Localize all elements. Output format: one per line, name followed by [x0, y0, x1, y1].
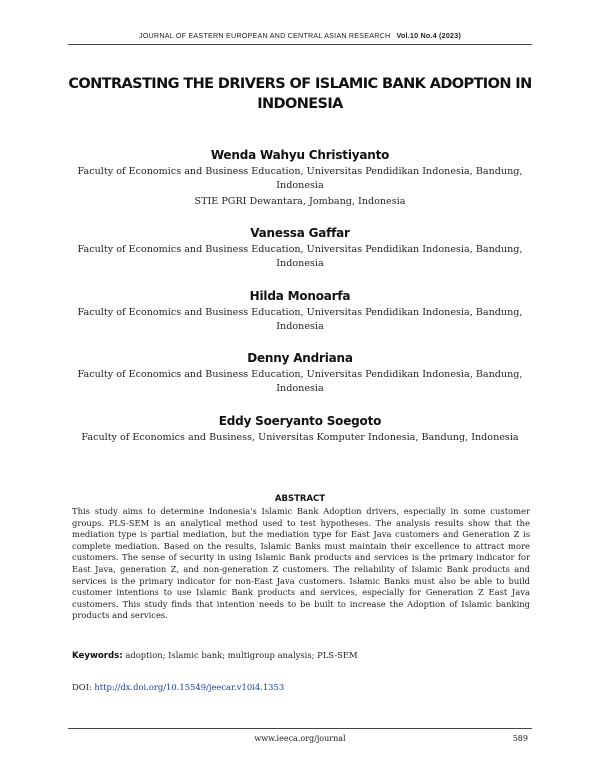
- author-block-4: [60, 351, 540, 395]
- running-header: [0, 31, 600, 40]
- page-number: 589: [512, 734, 528, 743]
- author-affiliation: Faculty of Economics and Business Education, Universitas Pendidikan Indonesia, Bandung, Indonesia: [77, 244, 523, 269]
- author-block-1: [60, 148, 540, 209]
- doi-line: [72, 682, 284, 692]
- author-name: Wenda Wahyu Christiyanto: [210, 148, 390, 162]
- author-affiliation: Faculty of Economics and Business, Universitas Komputer Indonesia, Bandung, Indonesia: [81, 432, 519, 443]
- author-affiliation: Faculty of Economics and Business Education, Universitas Pendidikan Indonesia, Bandung, Indonesia: [77, 166, 523, 191]
- author-block-3: [60, 289, 540, 333]
- keywords-text: adoption; Islamic bank; multigroup analysis; PLS-SEM: [125, 650, 358, 660]
- author-name: Hilda Monoarfa: [249, 289, 351, 303]
- journal-name: JOURNAL OF EASTERN EUROPEAN AND CENTRAL ASIAN RESEARCH: [138, 31, 391, 40]
- author-affiliation-secondary: STIE PGRI Dewantara, Jombang, Indonesia: [194, 196, 406, 207]
- author-affiliation: Faculty of Economics and Business Education, Universitas Pendidikan Indonesia, Bandung, Indonesia: [77, 307, 523, 332]
- abstract-text: This study aims to determine Indonesia's Islamic Bank Adoption drivers, especially in some customer groups. PLS-SEM is an analytical method used to test hypotheses. The analysis results show that the mediation type is partial mediation, but the mediation type for East Java customers and Generation Z is complete mediation. Based on the results, Islamic Banks must maintain their excellence to attract more customers. The sense of security in using Islamic Bank products and services is the primary indicator for East Java, generation Z, and non-generation Z customers. The reliability of Islamic Bank products and services is the primary indicator for non-East Java customers. Islamic Banks must also be able to build customer intentions to use Islamic Bank products and services, especially for Generation Z East Java customers. This study finds that intention needs to be built to increase the Adoption of Islamic banking products and services.: [72, 506, 530, 621]
- footer-url: www.ieeca.org/journal: [254, 734, 346, 743]
- author-name: Eddy Soeryanto Soegoto: [218, 414, 382, 428]
- doi-link[interactable]: http://dx.doi.org/10.15549/jeecar.v10i4.1353: [94, 682, 285, 692]
- keywords-line: [72, 650, 530, 661]
- author-block-2: [60, 226, 540, 270]
- header-rule: [68, 44, 532, 45]
- author-affiliation: Faculty of Economics and Business Education, Universitas Pendidikan Indonesia, Bandung, Indonesia: [77, 369, 523, 394]
- footer-rule: [68, 728, 532, 729]
- doi-label: DOI:: [72, 682, 92, 692]
- keywords-label: Keywords:: [72, 651, 123, 661]
- author-name: Denny Andriana: [247, 351, 353, 365]
- abstract-heading: ABSTRACT: [274, 494, 326, 504]
- author-block-5: [60, 414, 540, 445]
- volume-issue: Vol.10 No.4 (2023): [396, 31, 462, 40]
- paper-title: CONTRASTING THE DRIVERS OF ISLAMIC BANK ADOPTION IN INDONESIA: [68, 76, 532, 112]
- author-name: Vanessa Gaffar: [250, 226, 350, 240]
